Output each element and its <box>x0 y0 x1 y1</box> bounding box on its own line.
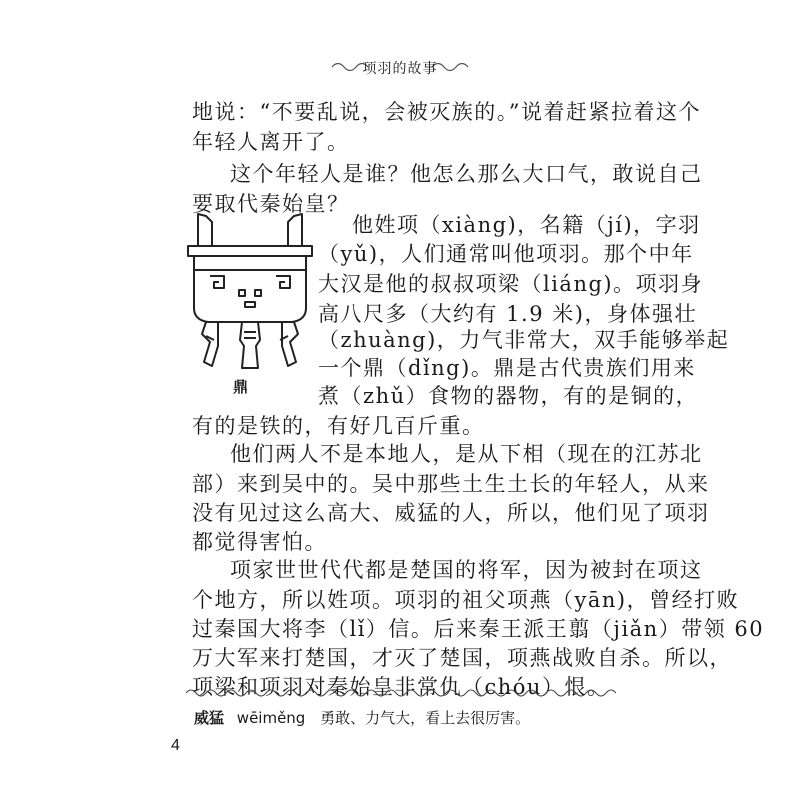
text-line: 一个鼎（dǐng)。鼎是古代贵族们用来 <box>318 356 696 380</box>
ding-illustration <box>184 212 316 382</box>
glossary-definition: 勇敢、力气大，看上去很厉害。 <box>320 709 531 727</box>
text-line: 部）来到吴中的。吴中那些土生土长的年轻人，从来 <box>192 472 710 496</box>
text-line: 万大军来打楚国，才灭了楚国，项燕战败自杀。所以， <box>192 646 732 670</box>
text-line: 地说：“不要乱说，会被灭族的。”说着赶紧拉着这个 <box>192 100 701 124</box>
text-line: 个地方，所以姓项。项羽的祖父项燕（yān)，曾经打败 <box>192 588 740 612</box>
text-line: 要取代秦始皇？ <box>192 192 350 216</box>
text-line: 他姓项（xiàng)，名籍（jí)，字羽 <box>352 213 701 237</box>
text-line: （zhuàng)，力气非常大，双手能够举起 <box>318 328 730 352</box>
glossary-divider <box>186 685 616 701</box>
text-line: 有的是铁的，有好几百斤重。 <box>192 414 485 438</box>
text-line: （yǔ)，人们通常叫他项羽。那个中年 <box>318 242 694 266</box>
text-line: 高八尺多（大约有 1.9 米)，身体强壮 <box>318 302 697 326</box>
text-line: 这个年轻人是谁？他怎么那么大口气，敢说自己 <box>230 162 703 186</box>
glossary-entry <box>194 707 530 728</box>
page-number: 4 <box>171 737 180 754</box>
text-line: 过秦国大将李（lǐ）信。后来秦王派王翦（jiǎn）带领 60 <box>192 617 765 641</box>
text-line: 没有见过这么高大、威猛的人，所以，他们见了项羽 <box>192 501 710 525</box>
text-line: 项家世世代代都是楚国的将军，因为被封在项这 <box>230 558 703 582</box>
running-header-title: 项羽的故事 <box>362 61 438 77</box>
text-line: 他们两人不是本地人，是从下相（现在的江苏北 <box>230 442 703 466</box>
text-line: 大汉是他的叔叔项梁（liáng)。项羽身 <box>318 272 704 296</box>
glossary-term: 威猛 <box>194 709 225 727</box>
text-line: 煮（zhǔ）食物的器物，有的是铜的， <box>318 384 699 408</box>
glossary-pinyin: wēiměng <box>236 709 306 727</box>
text-line: 项梁和项羽对秦始皇非常仇（chóu）恨。 <box>192 675 610 699</box>
figure-caption: 鼎 <box>233 378 249 396</box>
text-line: 都觉得害怕。 <box>192 530 327 554</box>
text-line: 年轻人离开了。 <box>192 130 350 154</box>
